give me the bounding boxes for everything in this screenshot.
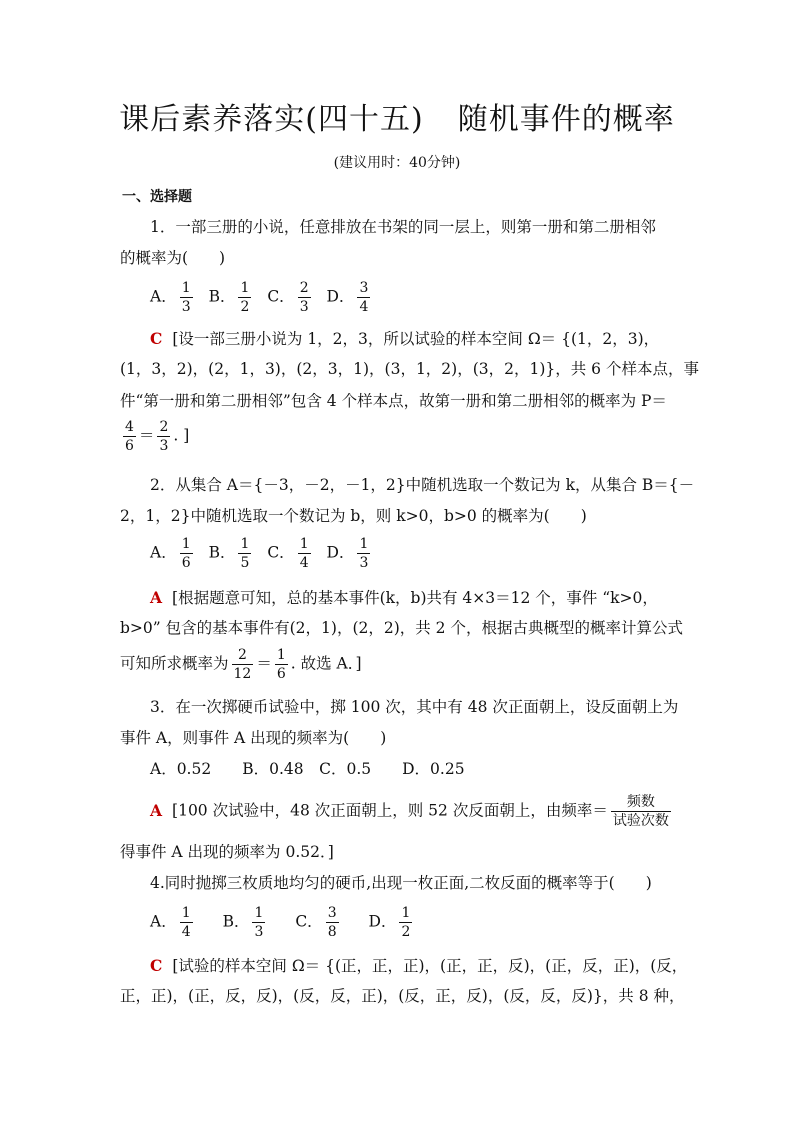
q2-answer: A	[150, 588, 163, 607]
q4-stem-line-1: 4.同时抛掷三枚质地均匀的硬币,出现一枚正面,二枚反面的概率等于( )	[150, 874, 652, 892]
q3-solution-line-2: 得事件 A 出现的频率为 0.52．]	[120, 843, 334, 861]
q2-option-c: C． $\frac{1}{4}$	[267, 536, 309, 571]
q4-option-c: C． $\frac{3}{8}$	[295, 905, 337, 940]
q3-solution-line-1: A [100 次试验中，48 次正面朝上，则 52 次反面朝上，由频率＝ $\frac{\text{频数}}{\text{试验次数}}$	[150, 794, 669, 829]
q1-solution-line-4: $\frac{4}{6}$ ＝ $\frac{2}{3}$ . ]	[125, 419, 190, 454]
q1-option-a: A． $\frac{1}{3}$	[150, 280, 191, 315]
q4-option-d: D． $\frac{1}{2}$	[368, 905, 411, 940]
q2-stem-line-1: 2．从集合 A＝{－3，－2，－1，2}中随机选取一个数记为 k，从集合 B＝{－	[150, 476, 695, 494]
q1-option-d: D． $\frac{3}{4}$	[326, 280, 369, 315]
q1-answer: C	[150, 329, 163, 348]
q2-option-a: A． $\frac{1}{6}$	[150, 536, 191, 571]
q3-answer: A	[150, 800, 163, 820]
q1-option-b: B． $\frac{1}{2}$	[208, 280, 250, 315]
q1-solution-line-1: C [设一部三册小说为 1，2，3，所以试验的样本空间 Ω＝ {(1，2，3)，	[150, 329, 660, 348]
q2-option-d: D． $\frac{1}{3}$	[326, 536, 369, 571]
q3-options: A．0.52 B．0.48 C．0.5 D．0.25	[150, 760, 465, 778]
q1-stem-line-2: 的概率为( )	[120, 249, 226, 267]
q3-stem-line-1: 3．在一次掷硬币试验中，掷 100 次，其中有 48 次正面朝上，设反面朝上为	[150, 698, 679, 716]
q4-option-b: B． $\frac{1}{3}$	[222, 905, 264, 940]
q1-solution-line-2: (1，3，2)，(2，1，3)，(2，3，1)，(3，1，2)，(3，2，1)}，共 6 个样本点，事	[120, 360, 699, 378]
suggested-time: (建议用时：40分钟)	[333, 155, 461, 171]
q2-solution-line-2: b>0” 包含的基本事件有(2，1)，(2，2)，共 2 个，根据古典概型的概率计算公式	[120, 619, 683, 637]
q4-solution-line-1: C [试验的样本空间 Ω＝ {(正，正，正)，(正，正，反)，(正，反，正)，(反，	[150, 956, 688, 975]
q1-solution-line-3: 件“第一册和第二册相邻”包含 4 个样本点，故第一册和第二册相邻的概率为 P＝	[120, 392, 667, 410]
q2-stem-line-2: 2，1，2}中随机选取一个数记为 b，则 k>0，b>0 的概率为( )	[120, 507, 587, 525]
title-main: 课后素养落实(四十五)	[119, 102, 424, 137]
q2-option-b: B． $\frac{1}{5}$	[208, 536, 250, 571]
title-sub: 随机事件的概率	[457, 102, 675, 137]
q1-option-c: C． $\frac{2}{3}$	[267, 280, 309, 315]
q2-options	[150, 537, 373, 570]
q4-solution-line-2: 正，正)，(正，反，反)，(反，反，正)，(反，正，反)，(反，反，反)}，共 8 种，	[120, 987, 685, 1005]
q4-options	[150, 906, 415, 939]
q1-options	[150, 281, 373, 314]
q2-solution-line-3: 可知所求概率为 $\frac{2}{12}$ ＝ $\frac{1}{6}$ . 故选 A．]	[120, 647, 362, 682]
q3-stem-line-2: 事件 A，则事件 A 出现的频率为( )	[120, 729, 387, 747]
q1-stem-line-1: 1．一部三册的小说，任意排放在书架的同一层上，则第一册和第二册相邻	[150, 218, 656, 236]
page-title	[0, 94, 794, 138]
q4-answer: C	[150, 956, 163, 975]
q4-option-a: A． $\frac{1}{4}$	[150, 905, 191, 940]
section-heading: 一、选择题	[122, 189, 192, 205]
q2-solution-line-1: A [根据题意可知，总的基本事件(k，b)共有 4×3＝12 个，事件 “k>0，	[150, 588, 658, 607]
